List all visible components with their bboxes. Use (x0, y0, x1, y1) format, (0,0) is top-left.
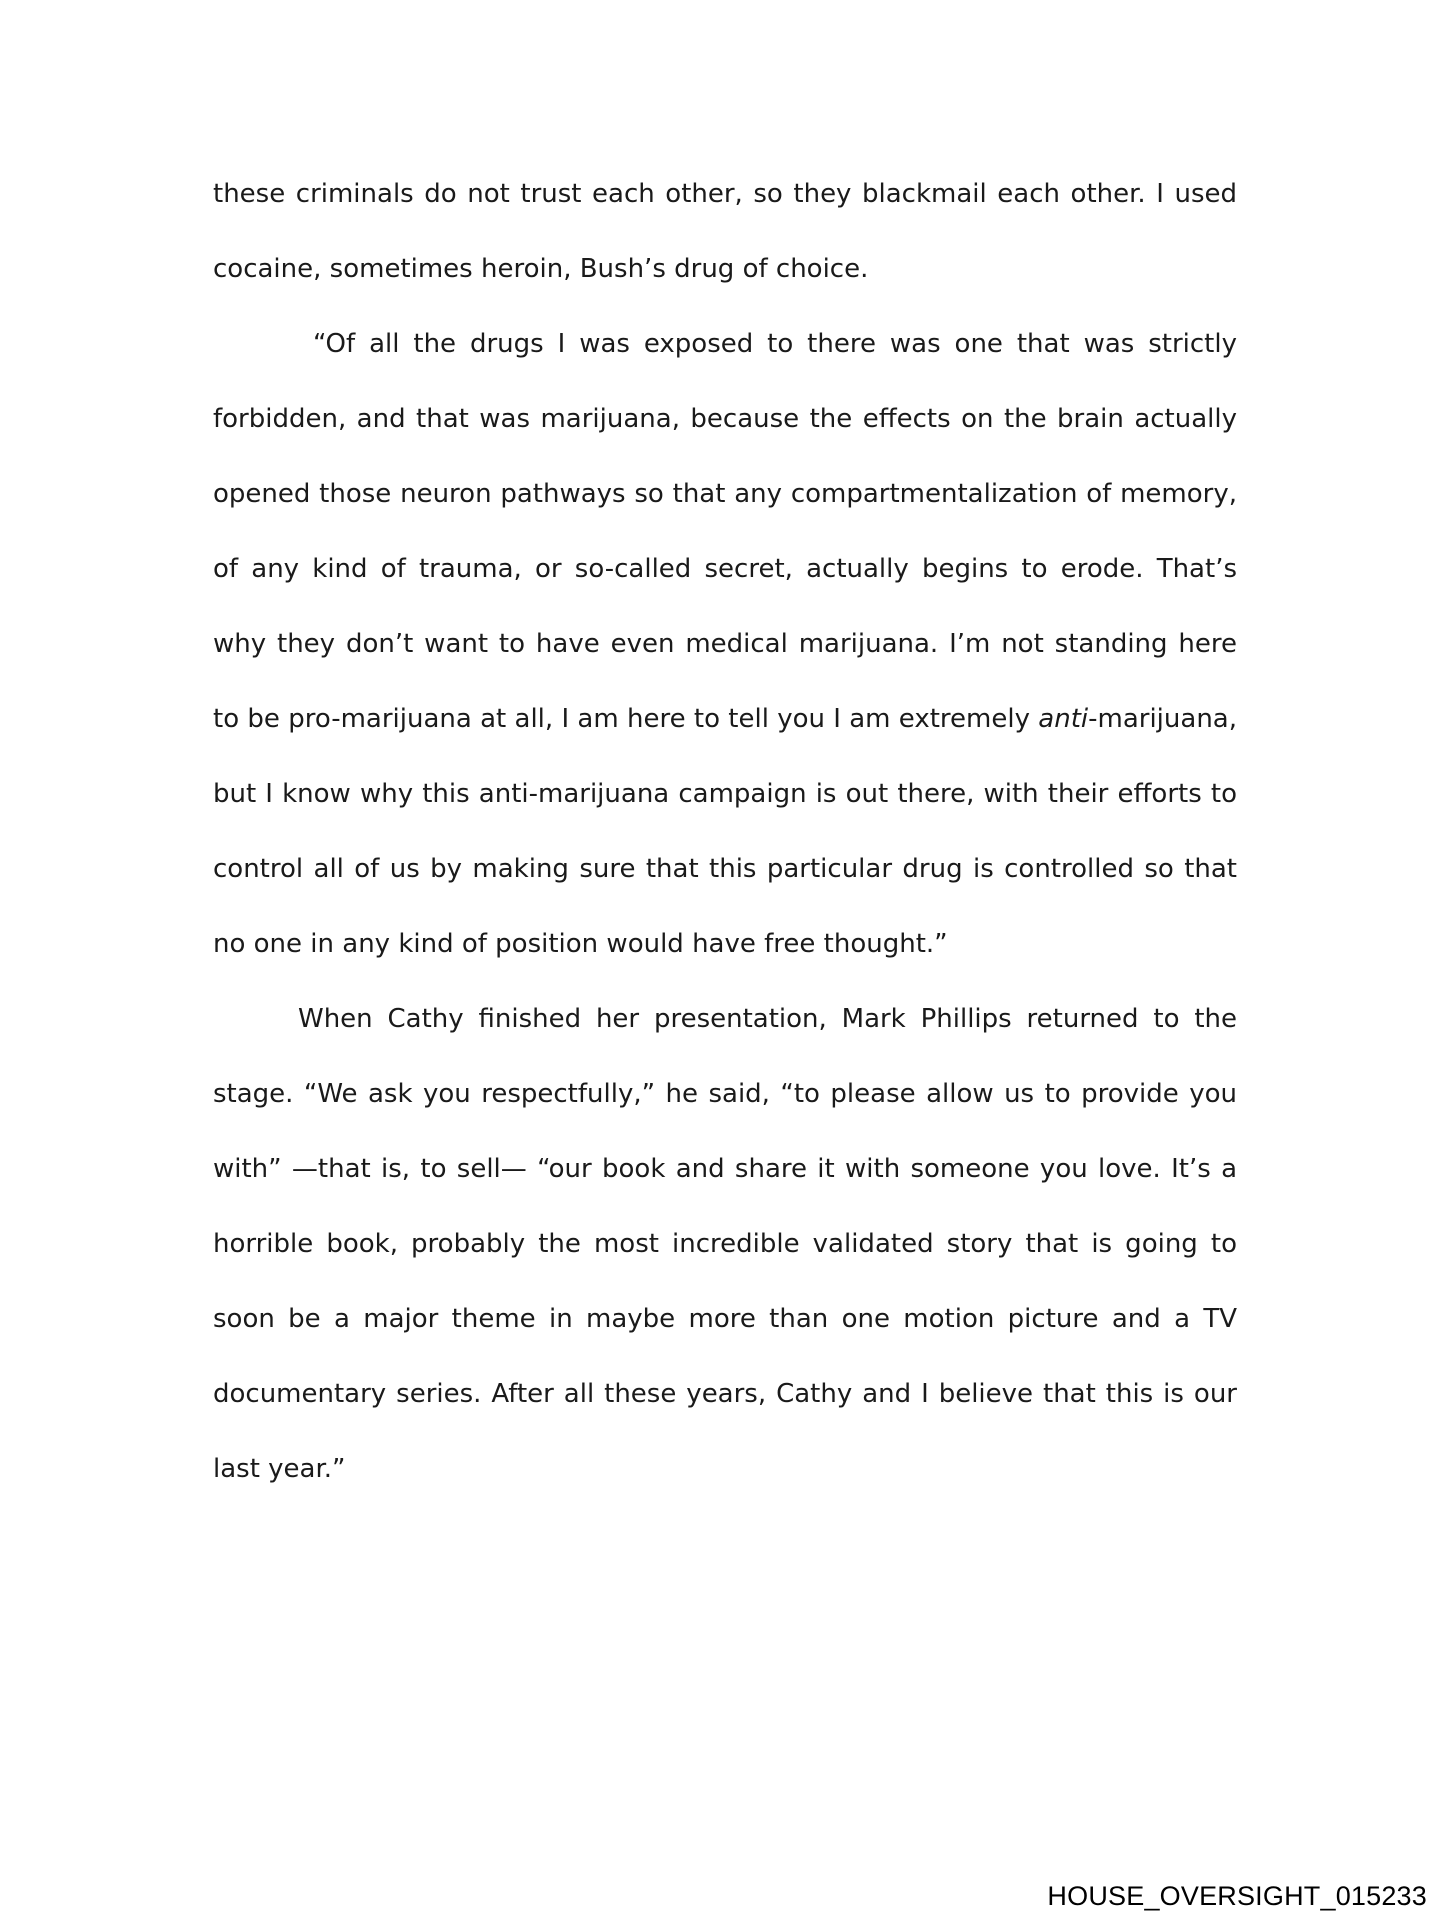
bates-number: HOUSE_OVERSIGHT_015233 (1047, 1881, 1427, 1911)
paragraph-1: these criminals do not trust each other, so they blackmail each other. I used cocaine, sometimes heroin, Bush’s drug of choice. (213, 179, 1237, 284)
paragraph-2 (213, 307, 1237, 982)
paragraph-3: When Cathy finished her presentation, Mark Phillips returned to the stage. “We ask you respectfully,” he said, “to please allow us to provide you with” —that is, to sell— “our book and share it with someone you love. It’s a horrible book, probably the most incredible validated story that is going to soon be a major theme in maybe more than one motion picture and a TV documentary series. After all these years, Cathy and I believe that this is our last year.” (213, 1004, 1237, 1484)
body-text (213, 157, 1237, 1507)
paragraph-2-text-start: “Of all the drugs I was exposed to there was one that was strictly forbidden, and that was marijuana, because the effects on the brain actually opened those neuron pathways so that any compartmentalization of memory, of any kind of trauma, or so-called secret, actually begins to erode. That’s why they don’t want to have even medical marijuana. I’m not standing here to be pro-marijuana at all, I am here to tell you I am extremely (213, 329, 1237, 734)
paragraph-2-text-end: -marijuana, but I know why this anti-marijuana campaign is out there, with their efforts to control all of us by making sure that this particular drug is controlled so that no one in any kind of position would have free thought.” (213, 704, 1237, 959)
emphasis-anti: anti (1038, 704, 1089, 734)
